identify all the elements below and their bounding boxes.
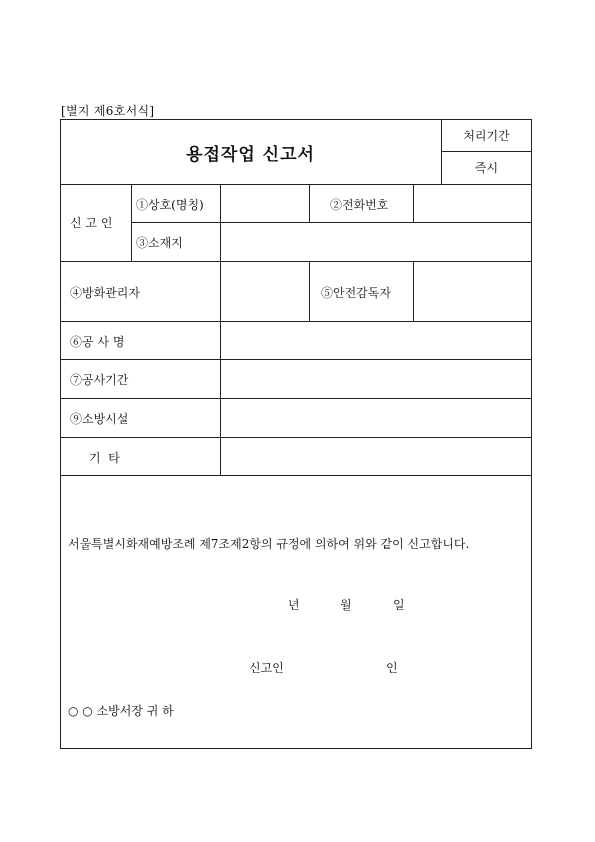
date-day-label: 일: [393, 598, 405, 612]
phone-number-label: ②전화번호: [330, 198, 389, 212]
form-title: 용접작업 신고서: [186, 145, 315, 165]
fire-facility-label: ⑨소방시설: [70, 412, 129, 426]
processing-period-value: 즉시: [474, 161, 499, 175]
fire-facility-field[interactable]: [221, 399, 532, 437]
divider-line: [131, 184, 132, 261]
phone-number-field[interactable]: [414, 185, 532, 222]
construction-name-label: ⑥공 사 명: [70, 335, 125, 349]
date-year-label: 년: [288, 598, 300, 612]
form-number-label: [별지 제6호서식]: [61, 104, 155, 118]
declaration-text: 서울특별시화재예방조례 제7조제2항의 규정에 의하여 위와 같이 신고합니다.: [68, 537, 470, 551]
recipient-line: ○ ○ 소방서장 귀 하: [68, 704, 174, 718]
business-name-field[interactable]: [221, 185, 309, 222]
safety-supervisor-field[interactable]: [414, 262, 532, 321]
address-label: ③소재지: [136, 236, 183, 250]
divider-line: [60, 475, 532, 476]
fire-manager-label: ④방화관리자: [70, 286, 140, 300]
divider-line: [441, 151, 532, 152]
other-label: 기 타: [89, 451, 120, 465]
signer-seal-label: 인: [386, 661, 398, 675]
signer-label: 신고인: [249, 661, 284, 675]
address-field[interactable]: [221, 223, 532, 261]
date-month-label: 월: [340, 598, 352, 612]
construction-name-field[interactable]: [221, 322, 532, 359]
safety-supervisor-label: ⑤안전감독자: [321, 286, 391, 300]
other-field[interactable]: [221, 438, 532, 475]
processing-period-label: 처리기간: [463, 129, 510, 143]
divider-line: [309, 184, 310, 222]
construction-period-label: ⑦공사기간: [70, 373, 129, 387]
divider-line: [309, 261, 310, 321]
fire-manager-field[interactable]: [221, 262, 309, 321]
applicant-group-label: 신 고 인: [70, 216, 113, 230]
construction-period-field[interactable]: [221, 360, 532, 398]
business-name-label: ①상호(명칭): [136, 198, 204, 212]
